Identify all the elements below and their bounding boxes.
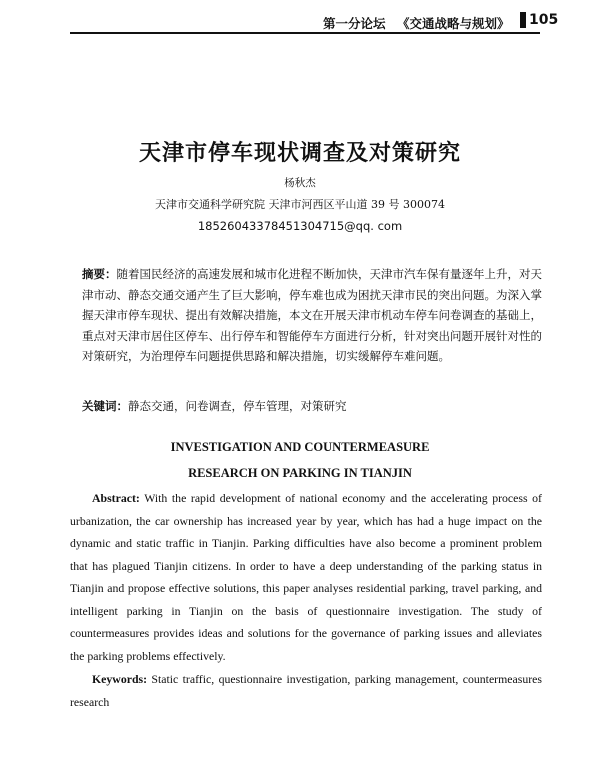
keywords-en-text: Static traffic, questionnaire investigation, parking management, countermeasures research [70,672,543,709]
english-title-line-1: INVESTIGATION AND COUNTERMEASURE [170,440,430,454]
page-number: 105 [520,12,558,28]
keywords-en [70,668,542,713]
abstract-zh-label: 摘要： [82,267,117,281]
english-title-line-2: RESEARCH ON PARKING IN TIANJIN [188,466,412,480]
abstract-zh-text: 随着国民经济的高速发展和城市化进程不断加快，天津市汽车保有量逐年上升，对天津市动、静态交通交通产生了巨大影响，停车难也成为困扰天津市民的突出问题。为深入掌握天津市停车现状、提出有效解决措施，本文在开展天津市机动车停车问卷调查的基础上，重点对天津市居住区停车、出行停车和智能停车方面进行分析，针对突出问题开展针对性的对策研究，为治理停车问题提供思路和解决措施，切实缓解停车难问题。 [82,267,542,363]
keywords-zh-text: 静态交通，问卷调查，停车管理，对策研究 [128,399,347,413]
author-affiliation: 天津市交通科学研究院 天津市河西区平山道 39 号 300074 [155,198,445,211]
abstract-zh [82,264,542,367]
paper-title: 天津市停车现状调查及对策研究 [138,141,461,166]
running-header [70,10,559,34]
section-label: 第一分论坛 [323,16,386,31]
journal-name: 《交通战略与规划》 [397,16,510,31]
abstract-en-text: With the rapid development of national economy and the accelerating process of urbanization, the car ownership has increased year by year, which has had a huge impact on the dynamic and static traffic in Tianjin. Parking difficulties have also become a prominent problem that has plagued Tianjin citizens. In order to have a deep understanding of the parking status in Tianjin and propose effective solutions, this paper analyses residential parking, travel parking, and intelligent parking in Tianjin on the basis of questionnaire investigation. The study of countermeasures provides ideas and solutions for the governance of parking issues and alleviates the parking problems effectively. [70,491,542,663]
header-rule [70,32,540,34]
abstract-en-label: Abstract: [92,491,140,505]
abstract-en [70,487,542,667]
author-email: 18526043378451304715@qq. com [197,219,403,233]
keywords-zh-label: 关键词： [82,399,128,413]
keywords-en-label: Keywords: [92,672,148,686]
keywords-zh [82,398,542,414]
author-name: 杨秋杰 [284,177,316,189]
